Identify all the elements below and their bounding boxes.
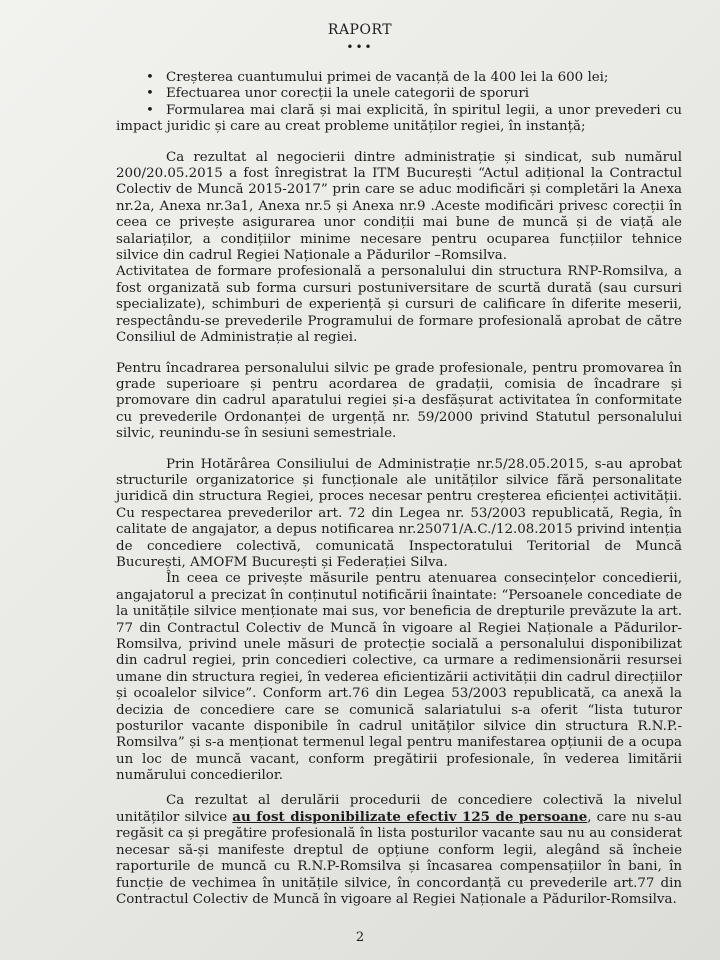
paragraph-dismissal-result bbox=[116, 793, 682, 909]
dismissal-count-emphasis: au fost disponibilizate efectiv 125 de persoane bbox=[232, 809, 588, 826]
bullet-list bbox=[116, 70, 682, 136]
paragraph-restructuring: Prin Hotărârea Consiliului de Administrație nr.5/28.05.2015, s-au aprobat structurile organizatorice și funcționale ale unităților silvice fără personalitate juridică din structura Regiei, proces necesar pentru creșterea eficienței activității. Cu respectarea prevederilor art. 72 din Legea nr. 53/2003 republicată, Regia, în calitate de angajator, a depus notificarea nr.25071/A.C./12.08.2015 privind intenția de concediere colectivă, comunicată Inspectoratului Teritorial de Muncă București, AMOFM București și Federației Silva. bbox=[116, 456, 682, 570]
paragraph-dismissal-measures: În ceea ce privește măsurile pentru atenuarea consecințelor concedierii, angajatorul a precizat în conținutul notificării înaintate: “Persoanele concediate de la unitățile silvice menționate mai sus, vor beneficia de drepturile prevăzute la art. 77 din Contractul Colectiv de Muncă în vigoare al Regiei Naționale a Pădurilor-Romsilva, privind unele măsuri de protecție socială a personalului disponibilizat din cadrul regiei, prin concedieri colective, ca urmare a redimensionării resursei umane din structura regiei, în vederea eficientizării activității din cadrul direcțiilor și ocoalelor silvice”. Conform art.76 din Legea 53/2003 republicată, ca anexă la decizia de concediere care se comunică salariatului s-a oferit “lista tuturor posturilor vacante disponibile în cadrul unităților silvice din structura R.N.P.-Romsilva” și s-a menționat termenul legal pentru manifestarea opțiunii de a ocupa un loc de muncă vacant, conform pregătirii profesionale, în vederea limitării numărului concedierilor. bbox=[116, 571, 682, 784]
paragraph-training: Activitatea de formare profesională a personalului din structura RNP-Romsilva, a fost organizată sub forma cursuri postuniversitare de scurtă durată (sau cursuri specializate), schimburi de experiență și cursuri de calificare în diferite meserii, respectându-se prevederile Programului de formare profesională aprobat de către Consiliul de Administrație al regiei. bbox=[116, 264, 682, 346]
paragraph-negotiation: Ca rezultat al negocierii dintre administrație și sindicat, sub numărul 200/20.05.2015 a fost înregistrat la ITM București “Actul adițional la Contractul Colectiv de Muncă 2015-2017” prin care se aduc modificări și completări la Anexa nr.2a, Anexa nr.3a1, Anexa nr.5 și Anexa nr.9 .Aceste modificări privesc corecții în ceea ce privește asigurarea unor condiții mai bune de muncă și de viață ale salariaților, a condițiilor minime necesare pentru ocuparea funcțiilor tehnice silvice din cadrul Regiei Naționale a Pădurilor –Romsilva. bbox=[116, 149, 682, 264]
list-item: • Formularea mai clară și mai explicită, în spiritul legii, a unor prevederi cu impact juridic și care au creat probleme unităților regiei, în instanță; bbox=[116, 103, 682, 136]
paragraph-grading: Pentru încadrarea personalului silvic pe grade profesionale, pentru promovarea în grade superioare și pentru acordarea de gradații, comisia de încadrare și promovare din cadrul aparatului regiei și-a desfășurat activitatea în conformitate cu prevederile Ordonanței de urgență nr. 59/2000 privind Statutul personalului silvic, reunindu-se în sesiuni semestriale. bbox=[116, 360, 682, 442]
list-item: • Creșterea cuantumului primei de vacanță de la 400 lei la 600 lei; bbox=[116, 70, 682, 86]
document-body bbox=[116, 70, 682, 909]
header-dots: ••• bbox=[346, 40, 374, 54]
dismissal-text-end: , care nu s-au regăsit ca și pregătire profesională în lista posturilor vacante sau nu au considerat necesar să-și manifeste dreptul de opțiune conform legii, alegând să încheie raporturile de muncă cu R.N.P-Romsilva și încasarea compensațiilor în bani, în funcție de vechimea în unitățile silvice, în concordanță cu prevederile art.77 din Contractul Colectiv de Muncă în vigoare al Regiei Naționale a Pădurilor-Romsilva. bbox=[116, 810, 682, 908]
page-number: 2 bbox=[355, 930, 365, 945]
list-item: • Efectuarea unor corecții la unele categorii de sporuri bbox=[116, 86, 682, 102]
dismissal-text-start: Ca rezultat al derulării procedurii de concediere colectivă la nivelul unităților silvice bbox=[116, 792, 682, 826]
report-title: RAPORT bbox=[327, 22, 393, 38]
